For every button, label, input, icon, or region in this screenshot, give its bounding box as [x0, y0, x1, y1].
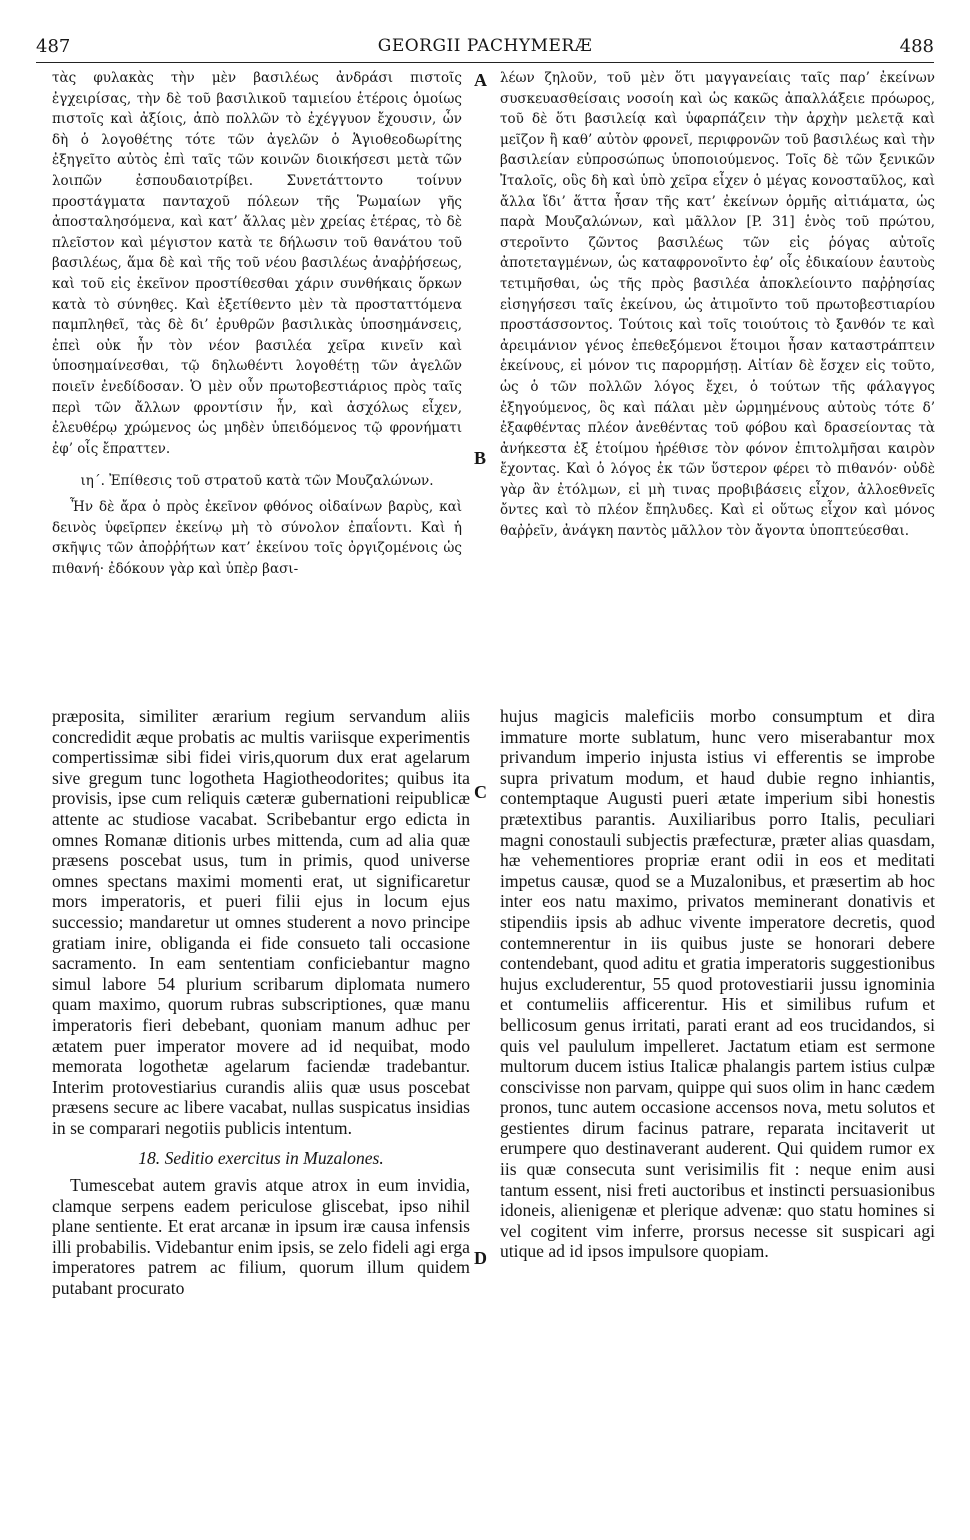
latin-paragraph: hujus magicis maleficiis morbo consumptum et dira immature morte sublatum, hunc vero miserabantur mox privandum imperio injusta istius vi efferentis se improbe supra privatum modum, et haud dubie regno inhiantis, contemptaque Augusti pueri ætate imperium sibi honestis prætextibus parantis. Auxiliaribus porro Italis, peculiari magni conostauli subjectis præfecturæ, præter alias quasdam, hæ vehementiores propriæ erant odii in eos et meditati impetus causæ, quod se a Muzalonibus, et præsertim ab hoc inter eos natu maximo, privatos meminerant donativis et stipendiis ipsis ab adhuc vivente imperatore decretis, quod contemnerentur in iis quibus juste se honorari debere contendebant, quod aditu et gratia imperatoris suggestionibus hujus excluderentur, 55 quod protovestiarii jussu ignominia et contumeliis afficerentur. His et similibus rufum et bellicosum genus irritati, parati erant ad eos trucidandos, si quis vel paululum impelleret. Jactatum etiam est sermone multorum ducem istius Italicæ phalangis partem istius culpæ conscivisse non parvam, quippe qui suos olim in hanc cædem pronos, tunc autem occasione accensos nova, metu solutos et gestientes dirum facinus patrare, reparata incitaverit ut erumpere quo destinaverant auderent. Qui quidem rumor ex iis quæ consecuta sunt verisimilis fit : neque enim ausi tantum essent, nisi freti auctoribus et instincti persuasionibus idoneis, alienigenæ et plerique advenæ: quo statu homines si vel cogitent vim inferre, prorsus necesse sit suspicari agi utique ad id ipsos impulsore quopiam.: [500, 706, 935, 1262]
latin-paragraph: præposita, similiter ærarium regium servandum aliis concredidit æque probatis ac multis variisque experimentis compertissimæ sibi fidei viris,quorum dux erat agelarum sive gregum tunc logotheta Hagiotheodorites; quibus ita provisis, ipse cum reliquis cæteræ gubernationi reipublicæ attente ac studiose vacabat. Scribebantur ergo edicta in omnes Romanæ ditionis urbes mittenda, cum ad alia quæ præsens poscebat usus, tum in primis, quod universe omnes spectans maximi momenti erat, ut significaretur mors imperatoris, et pueri filii ejus in locum ejus successio; mandaretur ut omnes studerent a novo principe gratiam inire, obliganda ei fide consueto tali occasione sacramento. In eam sententiam conficiebantur magno simul labore 54 plurium scribarum diplomata numero quam maximo, quorum rubras subscriptiones, quæ manu imperatoris fieri debebant, quoniam manum adhuc per ætatem puer imperator movere ad id nequibat, modo memorata logothetæ agelarum faciendæ tradebantur. Interim protovestiarius curandis aliis quæ usus poscebat præsens secure ac libere vacabat, nullas suspicatus insidias in se comparari negotiis publicis intentum.: [52, 706, 470, 1138]
greek-paragraph: τὰς φυλακὰς τὴν μὲν βασιλέως ἀνδράσι πιστοῖς ἐγχειρίσας, τὴν δὲ τοῦ βασιλικοῦ ταμιείου ἑτέροις ὁμοίως πιστοῖς καὶ ἀξίοις, ἀπὸ πολλῶν τὸ ἐχέγγυον ἔχουσιν, ὧν δὴ ὁ λογοθέτης τότε τῶν ἀγελῶν ὁ Ἁγιοθεοδωρίτης ἐξηγεῖτο αὐτὸς ἐπὶ ταῖς τῶν κοινῶν διοικήσεσι μετὰ τῶν λοιπῶν ἐσπουδαιοτρίβει. Συνετάττοντο τοίνυν προστάγματα πανταχοῦ πόλεων τῆς Ῥωμαίων γῆς ἀποσταλησόμενα, καὶ κατ’ ἄλλας μὲν χρείας ἑτέρας, τὸ δὲ πλεῖστον καὶ μέγιστον κατὰ τε δήλωσιν τοῦ θανάτου τοῦ βασιλέως, ἅμα δὲ καὶ τῆς τοῦ νέου βασιλέως ἀναῤῥήσεως, καὶ τοῦ εἰς ἐκεῖνον προστίθεσθαι χάριν συνθήκαις ὅρκων κατὰ τὸ σύνηθες. Καὶ ἐξετίθεντο μὲν τὰ προσταττόμενα παμπληθεῖ, τὰς δὲ δι’ ἐρυθρῶν βασιλικὰς ὑποσημάνσεις, ἐπεὶ οὐκ ἦν τὸν νέον βασιλέα χεῖρα κινεῖν καὶ ὑποσημαίνεσθαι, τῷ δηλωθέντι λογοθέτῃ τῶν ἀγελῶν ποιεῖν ἐνεδίδοσαν. Ὁ μὲν οὖν πρωτοβεστιάριος πρὸς ταῖς περὶ τῶν ἄλλων φροντίσιν ἦν, καὶ ἀσχόλως εἶχεν, ἐλευθέρῳ χρώμενος ὡς μηδὲν ὑπειδόμενος τῷ φρονήματι ἐφ’ οἷς ἔπραττεν.: [52, 70, 462, 457]
header-rule: [36, 62, 934, 63]
page-number-left: 487: [36, 36, 71, 57]
margin-marker-d: D: [474, 1248, 487, 1268]
greek-paragraph: Ἦν δὲ ἄρα ὁ πρὸς ἐκεῖνον φθόνος οἰδαίνων βαρὺς, καὶ δεινὸς ὑφεῖρπεν ἐκείνῳ μὴ τὸ σύνολον ἐπαΐοντι. Καὶ ἡ σκῆψις τῶν ἀποῤῥήτων κατ’ ἐκείνου τοῖς ὀργιζομένοις ὡς πιθανή· ἐδόκουν γὰρ καὶ ὑπὲρ βασι-: [52, 499, 462, 578]
greek-column-left: [52, 68, 462, 580]
margin-marker-b: B: [474, 448, 487, 468]
margin-marker-c: C: [474, 782, 487, 802]
greek-chapter-heading: ιη΄. Ἐπίθεσις τοῦ στρατοῦ κατὰ τῶν Μουζαλώνων.: [80, 473, 434, 490]
latin-column-right: [500, 706, 935, 1262]
page-number-right: 488: [899, 36, 934, 57]
latin-column-left: [52, 706, 470, 1299]
margin-marker-a: A: [474, 70, 487, 90]
greek-paragraph: λέων ζηλοῦν, τοῦ μὲν ὅτι μαγγανείαις ταῖς παρ’ ἐκείνων συσκευασθείσαις νοσοίη καὶ ὡς κακῶς ἀπαλλάξειε πρόωρος, τοῦ δὲ ὅτι βασιλείᾳ καὶ ὑφαρπάζειν τὴν ἀρχὴν μελετᾷ καὶ μεῖζον ἢ καθ’ αὐτὸν φρονεῖ, περιφρονῶν τοῦ βασιλέως καὶ τὴν βασιλείαν εὐπροσώπως ὑποποιούμενος. Τοῖς δὲ τῶν ξενικῶν Ἰταλοῖς, οὓς δὴ καὶ ὑπὸ χεῖρα εἶχεν ὁ μέγας κονοσταῦλος, καὶ ἄλλα ἴδι’ ἅττα ἦσαν τῆς κατ’ ἐκείνων ὁρμῆς αἰτιάματα, ὡς παρὰ Μουζαλώνων, καὶ μᾶλλον [P. 31] ἑνὸς τοῦ πρώτου, στεροῖντο ζῶντος βασιλέως τῶν εἰς ῥόγας αὐτοῖς ἀποτεταγμένων, ὡς καταφρονοῖντο ἐφ’ οἷς ἐδικαίουν ἑαυτοὺς τετιμῆσθαι, ὡς τῆς πρὸς βασιλέα ἀποκλείοιντο παῤῥησίας εἰσηγήσεσι ταῖς ἐκείνου, ὡς ἀτιμοῖντο τοῦ πρωτοβεστιαρίου προστάσσοντος. Τούτοις καὶ τοῖς τοιούτοις τὸ ξανθόν τε καὶ ἀρειμάνιον γένος ἐπεθεξόμενοι ἕτοιμοι ἦσαν καταστράπτειν ἐκείνους, εἰ μόνον τις παρορμήσῃ. Αἰτίαν δὲ ἔσχεν εἰς τοῦτο, ὡς ὁ τῶν πολλῶν λόγος ἔχει, ὁ τούτων τῆς φάλαγγος ἐξηγούμενος, ὃς καὶ πάλαι μὲν ὡρμημένους αὐτοὺς τότε δ’ ἐξαφθέντας πλέον ἀνεθέντας τοῦ φόβου καὶ δρασείοντας τὰ ἀνήκεστα ἐξ ἑτοίμου ἠρέθισε τὸν φόνον ἐπιτολμῆσαι καιρὸν ἔχοντας. Καὶ ὁ λόγος ἐκ τῶν ὕστερον φέρει τὸ πιθανόν· οὐδὲ γὰρ ἂν ἐτόλμων, εἰ μὴ τινας προβιβάσεις εἶχον, ἀλλοεθνεῖς ὄντες καὶ τὸ πλέον ἔπηλυδες. Καὶ εἰ οὕτως εἶχον καὶ μόνος θαῤῥεῖν, ἀνάγκη παντὸς μᾶλλον τὸν ἄγοντα ὑποπτεύεσθαι.: [500, 70, 935, 540]
latin-paragraph: Tumescebat autem gravis atque atrox in eum invidia, clamque serpens eadem periculose gliscebat, ipso nihil plane sentiente. Et erat arcanæ in ipsum iræ causa infensis illi probabilis. Videbantur enim ipsis, se zelo fideli agi erga imperatores patrem ac filium, quorum illum quidem putabant procurato: [52, 1175, 470, 1299]
running-head: GEORGII PACHYMERÆ: [377, 36, 593, 56]
latin-chapter-heading: 18. Seditio exercitus in Muzalones.: [138, 1148, 384, 1169]
greek-column-right: [500, 68, 935, 542]
page-header: [36, 36, 934, 58]
